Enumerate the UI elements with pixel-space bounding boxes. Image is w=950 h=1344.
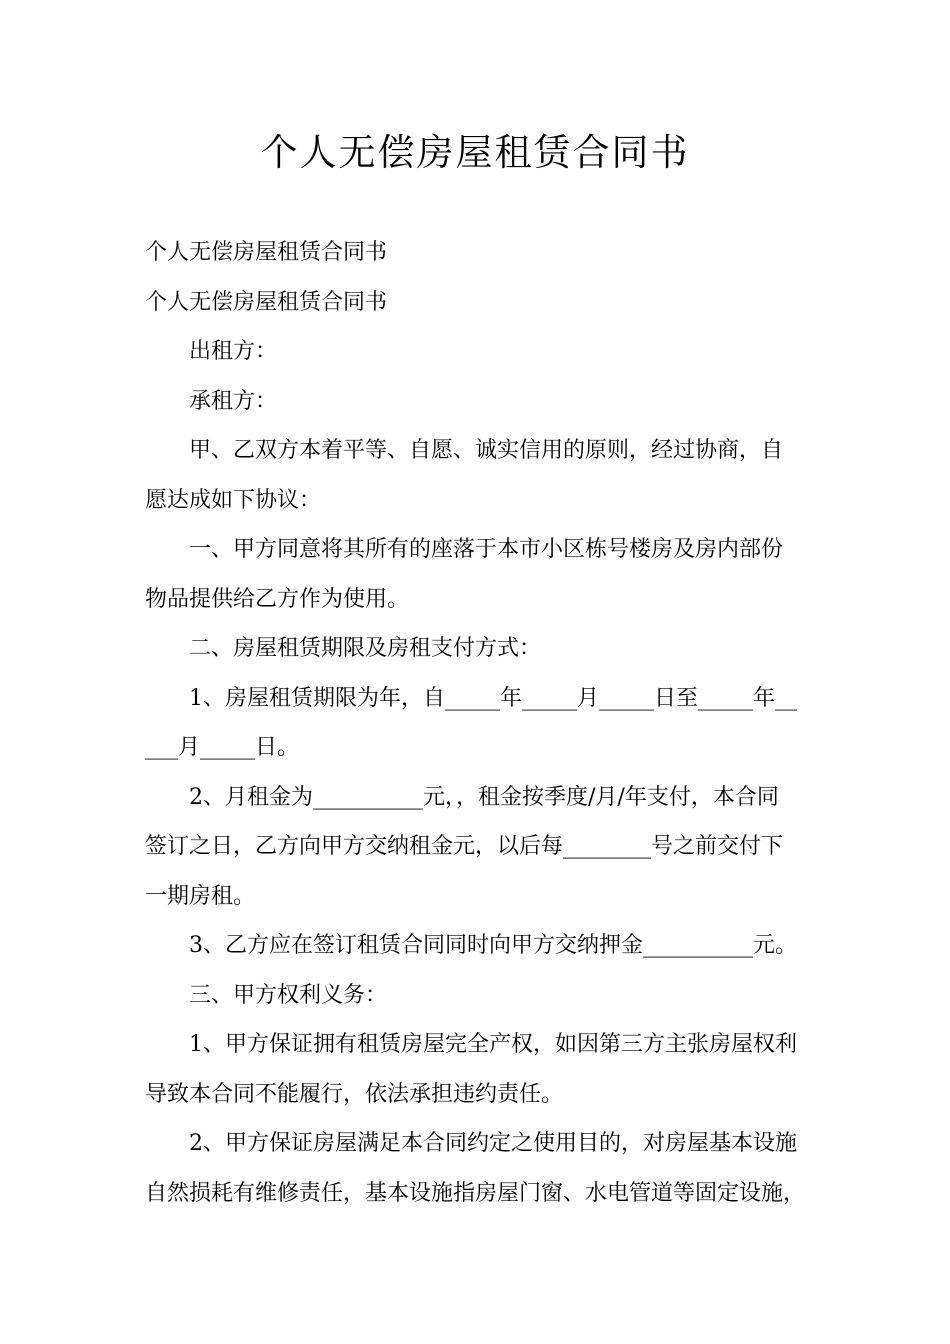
body-line: 愿达成如下协议： [145,487,322,513]
body-line: 物品提供给乙方作为使用。 [145,586,410,612]
body-line: 自然损耗有维修责任，基本设施指房屋门窗、水电管道等固定设施， [145,1180,806,1206]
body-line: 三、甲方权利义务： [189,982,388,1008]
body-line: 出租方： [189,339,278,364]
body-line: 个人无偿房屋租赁合同书 [145,240,388,265]
body-line: 甲、乙双方本着平等、自愿、诚实信用的原则，经过协商，自 [189,438,784,463]
body-line: 2、甲方保证房屋满足本合同约定之使用目的，对房屋基本设施 [189,1131,797,1156]
body-line: 一期房租。 [145,883,256,909]
body-line: 2、月租金为__________元，，租金按季度/月/年支付，本合同 [189,784,779,810]
body-line: 1、甲方保证拥有租赁房屋完全产权，如因第三方主张房屋权利 [189,1032,797,1057]
document-body [145,228,809,1218]
body-line: 一、甲方同意将其所有的座落于本市小区栋号楼房及房内部份 [189,537,784,562]
body-line: 1、房屋租赁期限为年，自_____年_____月_____日至_____年__ [189,685,797,711]
body-line: 签订之日，乙方向甲方交纳租金元，以后每________号之前交付下 [145,834,784,859]
document-title: 个人无偿房屋租赁合同书 [260,131,690,174]
body-line: 3、乙方应在签订租赁合同同时向甲方交纳押金__________元。 [189,933,797,958]
body-line: 二、房屋租赁期限及房租支付方式： [189,636,542,661]
body-line: 个人无偿房屋租赁合同书 [145,289,388,315]
body-line: 承租方： [189,388,278,414]
body-line: ___月_____日。 [145,735,300,760]
body-line: 导致本合同不能履行，依法承担违约责任。 [145,1081,564,1107]
